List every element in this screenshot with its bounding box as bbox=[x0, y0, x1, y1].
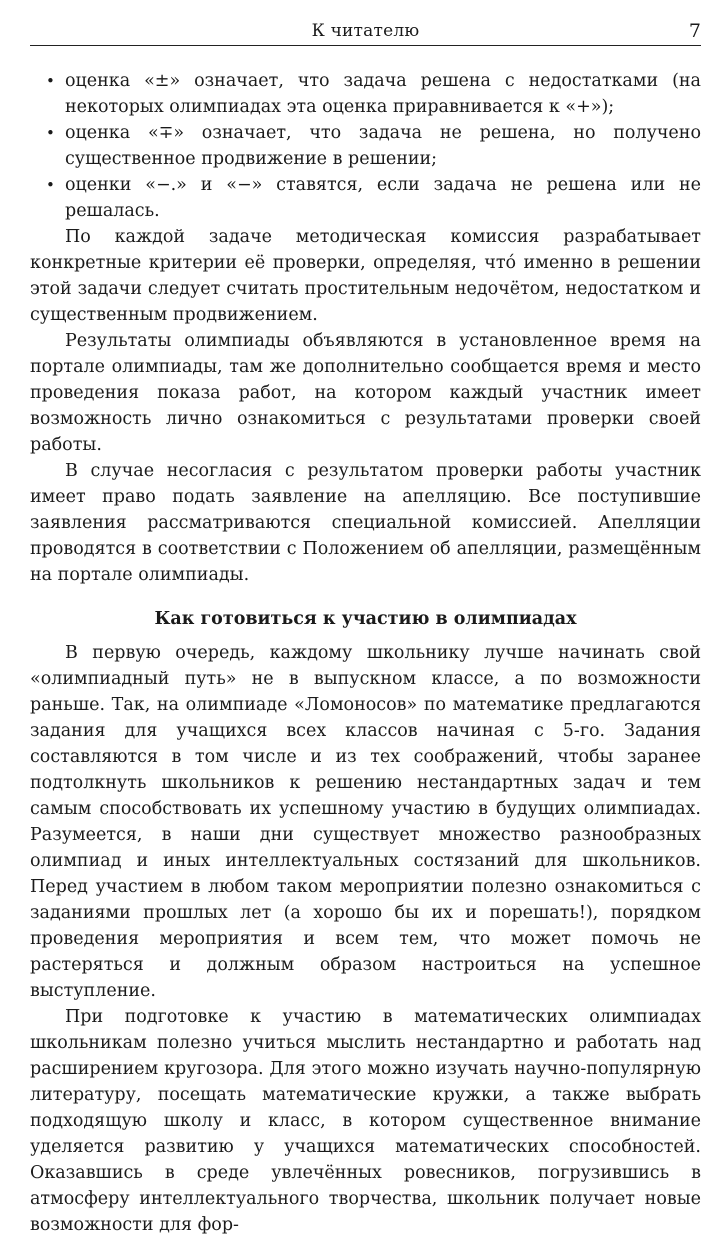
section-heading: Как готовиться к участию в олимпиадах bbox=[154, 609, 577, 629]
list-item-text: оценки «−.» и «−» ставятся, если задача не решена или не решалась. bbox=[65, 175, 701, 221]
list-item bbox=[30, 120, 701, 172]
header-title: К читателю bbox=[311, 21, 420, 41]
bullet-icon: • bbox=[46, 72, 55, 90]
page-number: 7 bbox=[688, 20, 701, 42]
grading-list bbox=[30, 68, 701, 224]
bullet-icon: • bbox=[46, 124, 55, 142]
paragraph-preparation: При подготовке к участию в математических олимпиадах школьникам полезно учиться мыслить нестандартно и работать над расширением кругозора. Для этого можно изучать научно-популярную литературу, посещать математические кружки, а также выбрать подходящую школу и класс, в котором существенное внимание уделяется развитию у учащихся математических способностей. Оказавшись в среде увлечённых ровесников, погрузившись в атмосферу интеллектуального творчества, школьник получает новые возможности для фор- bbox=[30, 1007, 701, 1235]
paragraph-appeal: В случае несогласия с результатом проверки работы участник имеет право подать заявление на апелляцию. Все поступившие заявления рассматриваются специальной комиссией. Апелляции проводятся в соответствии с Положением об апелляции, размещённым на портале олимпиады. bbox=[30, 461, 701, 585]
paragraph-results: Результаты олимпиады объявляются в установленное время на портале олимпиады, там же дополнительно сообщается время и место проведения показа работ, на котором каждый участник имеет возможность лично ознакомиться с результатами проверки своей работы. bbox=[30, 331, 701, 455]
list-item bbox=[30, 172, 701, 224]
list-item-text: оценка «∓» означает, что задача не решена, но получено существенное продвижение в решении; bbox=[65, 123, 701, 169]
running-header bbox=[30, 0, 701, 46]
list-item bbox=[30, 68, 701, 120]
paragraph-olympiad-path: В первую очередь, каждому школьнику лучше начинать свой «олимпиадный путь» не в выпускном классе, а по возможности раньше. Так, на олимпиаде «Ломоносов» по математике предлагаются задания для учащихся всех классов начиная с 5-го. Задания составляются в том числе и из тех соображений, чтобы заранее подтолкнуть школьников к решению нестандартных задач и тем самым способствовать их успешному участию в будущих олимпиадах. Разумеется, в наши дни существует множество разнообразных олимпиад и иных интеллектуальных состязаний для школьников. Перед участием в любом таком мероприятии полезно ознакомиться с заданиями прошлых лет (а хорошо бы их и порешать!), порядком проведения мероприятия и всем тем, что может помочь не растеряться и должным образом настроиться на успешное выступление. bbox=[30, 643, 701, 1001]
paragraph-criteria: По каждой задаче методическая комиссия разрабатывает конкретные критерии её проверки, определяя, что́ именно в решении этой задачи следует считать простительным недочётом, недостатком и существенным продвижением. bbox=[30, 227, 701, 325]
page-content bbox=[30, 46, 701, 1238]
list-item-text: оценка «±» означает, что задача решена с недостатками (на некоторых олимпиадах эта оценка приравнивается к «+»); bbox=[65, 71, 701, 117]
bullet-icon: • bbox=[46, 176, 55, 194]
